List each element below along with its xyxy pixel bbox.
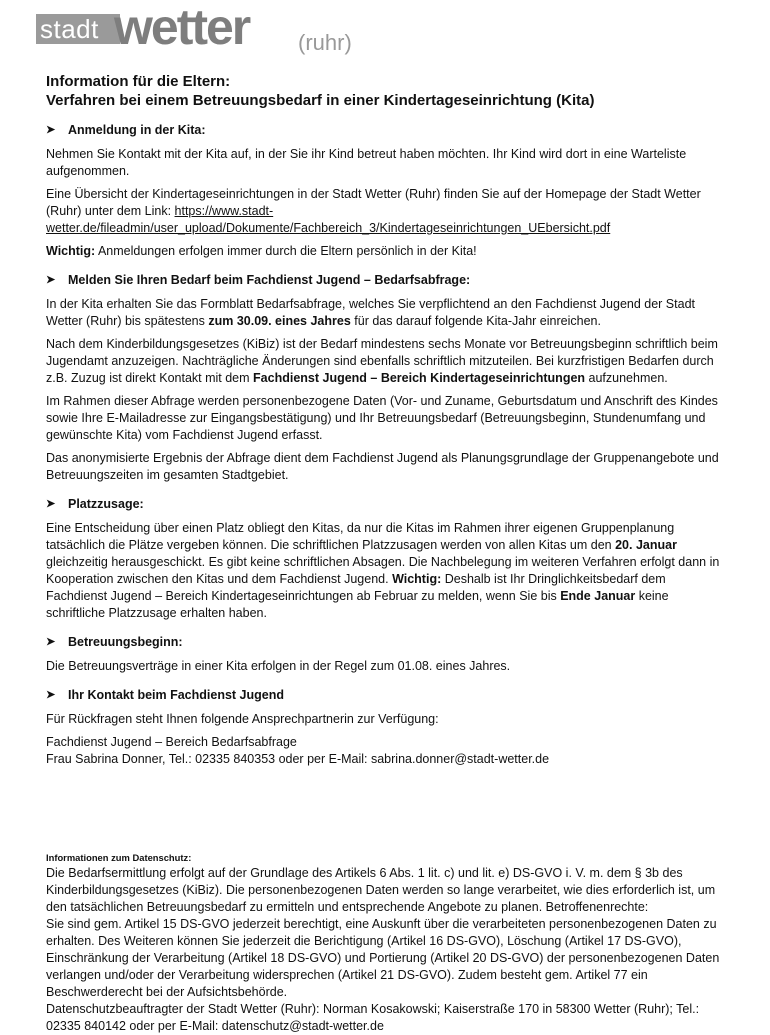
paragraph: Nehmen Sie Kontakt mit der Kita auf, in der Sie ihr Kind betreut haben möchten. Ihr Kind wird dort in eine Warteliste aufgenommen. xyxy=(46,147,687,178)
document-title xyxy=(46,72,726,110)
paragraph: Für Rückfragen steht Ihnen folgende Ansprechpartnerin zur Verfügung: xyxy=(46,712,439,726)
arrow-bullet-icon: ➤ xyxy=(46,124,56,136)
logo-sub-text: (ruhr) xyxy=(298,30,352,55)
paragraph: Die Betreuungsverträge in einer Kita erfolgen in der Regel zum 01.08. eines Jahres. xyxy=(46,659,511,673)
paragraph: Nach dem Kinderbildungsgesetzes (KiBiz) ist der Bedarf mindestens sechs Monate vor Betreuungsbeginn schriftlich beim Jugendamt anzuzeigen. Nachträgliche Änderungen sind ebenfalls schriftlich mitzuteilen. Bei kurzfristigen Bedarfen durch z.B. Zuzug ist direkt Kontakt mit dem Fachdienst Jugend – Bereich Kindertageseinrichtungen aufzunehmen. xyxy=(46,337,718,385)
section-heading-kontakt: ➤ Ihr Kontakt beim Fachdienst Jugend xyxy=(46,688,284,702)
document-body xyxy=(46,72,726,768)
city-logo xyxy=(36,0,352,55)
privacy-text: Datenschutzbeauftragter der Stadt Wetter (Ruhr): Norman Kosakowski; Kaiserstraße 170 in 58300 Wetter (Ruhr); Tel.: 02335 840142 oder per E-Mail: datenschutz@stadt-wetter.de xyxy=(46,1001,700,1033)
section-heading-platzzusage: ➤ Platzzusage: xyxy=(46,497,144,511)
arrow-bullet-icon: ➤ xyxy=(46,636,56,648)
section-heading-betreuungsbeginn: ➤ Betreuungsbeginn: xyxy=(46,635,183,649)
contact-person: Frau Sabrina Donner, Tel.: 02335 840353 oder per E-Mail: sabrina.donner@stadt-wetter.de xyxy=(46,752,550,766)
title-line-2: Verfahren bei einem Betreuungsbedarf in einer Kindertageseinrichtung (Kita) xyxy=(46,92,595,109)
paragraph: Eine Übersicht der Kindertageseinrichtungen in der Stadt Wetter (Ruhr) finden Sie auf der Homepage der Stadt Wetter (Ruhr) unter dem Link: https://www.stadt-wetter.de/fileadmin/user_upload/Dokumente/Fachbereich_3/Kindertageseinrichtungen_UEbersicht.pdf xyxy=(46,187,701,235)
paragraph: In der Kita erhalten Sie das Formblatt Bedarfsabfrage, welches Sie verpflichtend an den Fachdienst Jugend der Stadt Wetter (Ruhr) bis spätestens zum 30.09. eines Jahres für das darauf folgende Kita-Jahr einreichen. xyxy=(46,297,695,328)
title-line-1: Information für die Eltern: xyxy=(46,73,231,90)
arrow-bullet-icon: ➤ xyxy=(46,689,56,701)
section-heading-anmeldung: ➤ Anmeldung in der Kita: xyxy=(46,123,206,137)
privacy-title: Informationen zum Datenschutz: xyxy=(46,852,192,863)
privacy-text: Die Bedarfsermittlung erfolgt auf der Grundlage des Artikels 6 Abs. 1 lit. c) und lit. e) DS-GVO i. V. m. dem § 3b des Kinderbildungsgesetzes (KiBiz). Die personenbezogenen Daten werden so lange verarbeitet, wie dies erforderlich ist, um den tatsächlichen Betreuungsbedarf zu ermitteln und entsprechende Angebote zu planen. Betroffenenrechte: xyxy=(46,865,716,914)
logo-box: stadt xyxy=(36,14,120,44)
contact-department: Fachdienst Jugend – Bereich Bedarfsabfrage xyxy=(46,735,297,749)
privacy-text: Sie sind gem. Artikel 15 DS-GVO jederzeit berechtigt, eine Auskunft über die verarbeiteten personenbezogenen Daten zu erhalten. Des Weiteren können Sie jederzeit die Berichtigung (Artikel 16 DS-GVO), Löschung (Artikel 17 DS-GVO), Einschränkung der Verarbeitung (Artikel 18 DS-GVO) und Portierung (Artikel 20 DS-GVO) der personenbezogenen Daten verlangen und/oder der Verarbeitung widersprechen (Artikel 21 DS-GVO). Zudem besteht gem. Artikel 77 ein Beschwerderecht bei der Aufsichtsbehörde. xyxy=(46,916,720,999)
arrow-bullet-icon: ➤ xyxy=(46,274,56,286)
contact-block xyxy=(46,734,726,768)
paragraph: Im Rahmen dieser Abfrage werden personenbezogene Daten (Vor- und Zuname, Geburtsdatum und Anschrift des Kindes sowie Ihre E-Mailadresse zur Eingangsbestätigung) und Ihr Betreuungsbedarf (Betreuungsbeginn, Stundenumfang und gewünschte Kita) vom Fachdienst Jugend erfasst. xyxy=(46,394,718,442)
privacy-notice xyxy=(46,852,726,1035)
paragraph: Wichtig: Anmeldungen erfolgen immer durch die Eltern persönlich in der Kita! xyxy=(46,244,477,258)
paragraph: Eine Entscheidung über einen Platz obliegt den Kitas, da nur die Kitas im Rahmen ihrer eigenen Gruppenplanung tatsächlich die Plätze vergeben können. Die schriftlichen Platzzusagen werden von allen Kitas um den 20. Januar gleichzeitig herausgeschickt. Es gibt keine schriftlichen Absagen. Die Nachbelegung im weiteren Verfahren erfolgt dann in Kooperation zwischen den Kitas und dem Fachdienst Jugend. Wichtig: Deshalb ist Ihr Dringlichkeitsbedarf dem Fachdienst Jugend – Bereich Kindertageseinrichtungen ab Februar zu melden, wenn Sie bis Ende Januar keine schriftliche Platzzusage erhalten haben. xyxy=(46,521,720,620)
section-heading-bedarf: ➤ Melden Sie Ihren Bedarf beim Fachdienst Jugend – Bedarfsabfrage: xyxy=(46,273,471,287)
kita-overview-link[interactable]: https://www.stadt-wetter.de/fileadmin/user_upload/Dokumente/Fachbereich_3/Kindertageseinrichtungen_UEbersicht.pdf xyxy=(46,204,611,235)
logo-main-text: wetter xyxy=(114,0,250,55)
arrow-bullet-icon: ➤ xyxy=(46,498,56,510)
paragraph: Das anonymisierte Ergebnis der Abfrage dient dem Fachdienst Jugend als Planungsgrundlage der Gruppenangebote und Betreuungszeiten im gesamten Stadtgebiet. xyxy=(46,451,719,482)
